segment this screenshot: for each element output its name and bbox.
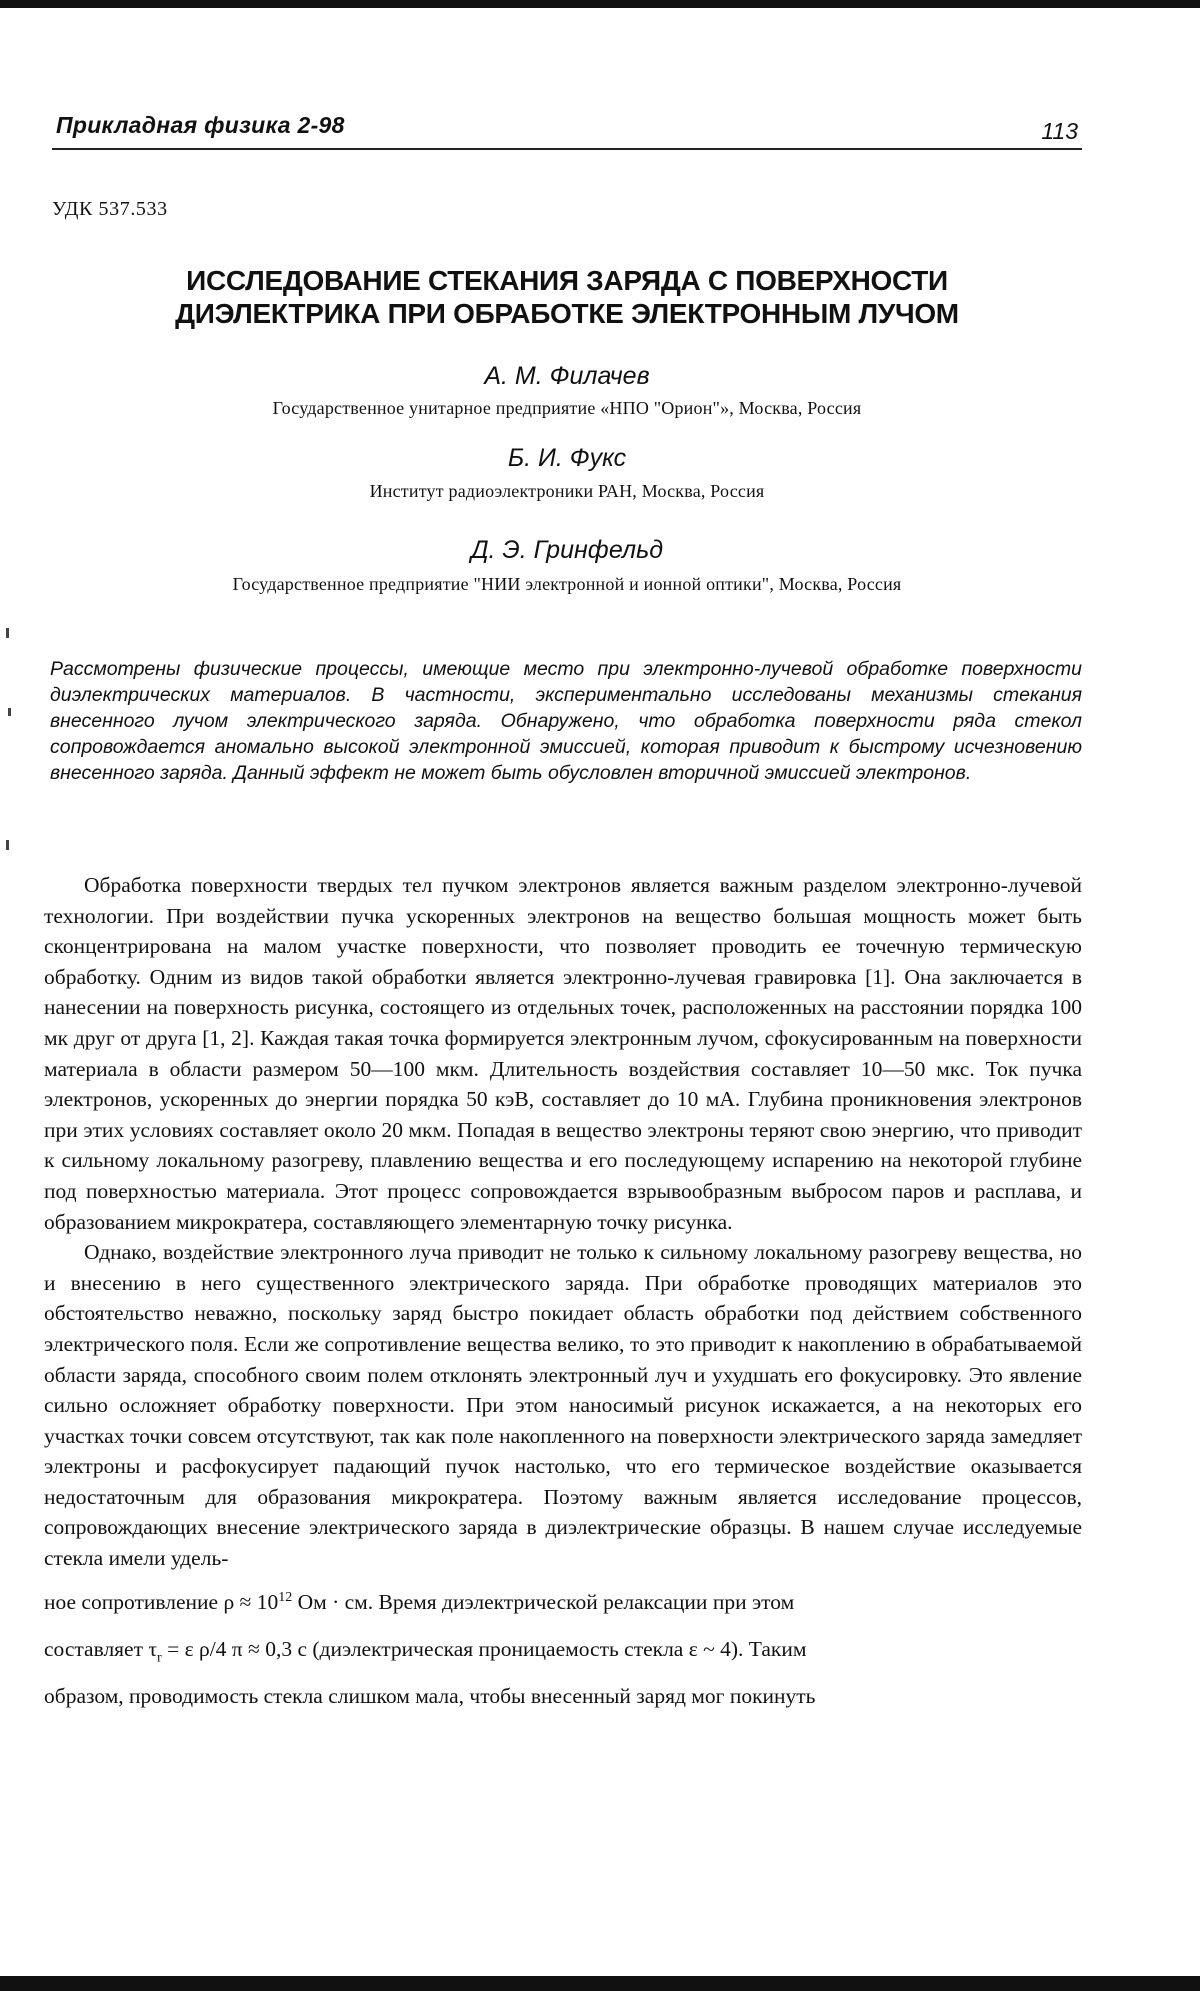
relaxation-formula: $\tau_r = \varepsilon$ ρ/4 π ≈ 0,3 с: [148, 1636, 307, 1666]
scan-margin-mark: [6, 840, 9, 850]
scan-edge-bottom: [0, 1976, 1200, 1991]
resistivity-formula: $\rho \approx 10^{12}$ Ом · см: [223, 1589, 368, 1614]
formula-line-relaxation: составляет $\tau_r = \varepsilon$ ρ/4 π ≈ 0,3 с (диэлектрическая проницаемость стекла ε ~ 4). Таким: [44, 1636, 807, 1666]
title-line-1: ИССЛЕДОВАНИЕ СТЕКАНИЯ ЗАРЯДА С ПОВЕРХНОСТИ: [186, 265, 948, 296]
scan-margin-mark: [6, 628, 9, 638]
paper-title: [52, 264, 1082, 330]
page-number: 113: [1041, 118, 1078, 144]
abstract: Рассмотрены физические процессы, имеющие место при электронно-лучевой обработке поверхности диэлектрических материалов. В частности, экспериментально исследованы механизмы стекания внесенного лучом электрического заряда. Обнаружено, что обработка поверхности ряда стекол сопровождается аномально высокой электронной эмиссией, которая приводит к быстрому исчезновению внесенного заряда. Данный эффект не может быть обусловлен вторичной эмиссией электронов.: [50, 658, 1082, 784]
paragraph: Обработка поверхности твердых тел пучком электронов является важным разделом электронно-лучевой технологии. При воздействии пучка ускоренных электронов на вещество большая мощность может быть сконцентрирована на малом участке поверхности, что позволяет проводить ее точечную термическую обработку. Одним из видов такой обработки является электронно-лучевая гравировка [1]. Она заключается в нанесении на поверхность рисунка, состоящего из отдельных точек, расположенных на расстоянии порядка 100 мк друг от друга [1, 2]. Каждая такая точка формируется электронным лучом, сфокусированным на поверхности материала в области размером 50—100 мкм. Длительность воздействия составляет 10—50 мкс. Ток пучка электронов, ускоренных до энергии порядка 50 кэВ, составляет до 10 мА. Глубина проникновения электронов при этих условиях составляет около 20 мкм. Попадая в вещество электроны теряют свою энергию, что приводит к сильному локальному разогреву, плавлению вещества и его последующему испарению на некоторой глубине под поверхностью материала. Этот процесс сопровождается взрывообразным выбросом паров и расплава, и образованием микрократера, составляющего элементарную точку рисунка.: [44, 873, 1082, 1234]
formula-line-resistivity: ное сопротивление $\rho \approx 10^{12}$ Ом · см. Время диэлектрической релаксации при этом: [44, 1589, 795, 1614]
author-affiliation: Государственное унитарное предприятие «НПО "Орион"», Москва, Россия: [272, 398, 862, 418]
udk-code: УДК 537.533: [52, 198, 168, 220]
author-affiliation: Государственное предприятие "НИИ электронной и ионной оптики", Москва, Россия: [232, 574, 902, 594]
body-text: [44, 870, 1082, 1711]
author-name: Д. Э. Гринфельд: [470, 536, 664, 564]
scan-margin-mark: [8, 708, 11, 716]
text-line: образом, проводимость стекла слишком мала, чтобы внесенный заряд мог покинуть: [44, 1684, 816, 1709]
running-header: [52, 108, 1082, 150]
journal-name: Прикладная физика 2-98: [56, 112, 345, 138]
title-line-2: ДИЭЛЕКТРИКА ПРИ ОБРАБОТКЕ ЭЛЕКТРОННЫМ ЛУЧОМ: [175, 298, 959, 329]
scan-edge-top: [0, 0, 1200, 8]
author-affiliation: Институт радиоэлектроники РАН, Москва, Россия: [369, 481, 765, 501]
author-name: А. М. Филачев: [484, 362, 650, 390]
paragraph: Однако, воздействие электронного луча приводит не только к сильному локальному разогреву вещества, но и внесению в него существенного электрического заряда. При обработке проводящих материалов это обстоятельство неважно, поскольку заряд быстро покидает область обработки под действием собственного электрического поля. Если же сопротивление вещества велико, то это приводит к накоплению в обрабатываемой области заряда, способного своим полем отклонять электронный луч и ухудшать его фокусировку. Это явление сильно осложняет обработку поверхности. При этом наносимый рисунок искажается, а на некоторых его участках точки совсем отсутствуют, так как поле накопленного на поверхности электрического заряда замедляет электроны и расфокусирует падающий пучок настолько, что его термическое воздействие оказывается недостаточным для образования микрократера. Поэтому важным является исследование процессов, сопровождающих внесение электрического заряда в диэлектрические образцы. В нашем случае исследуемые стекла имели удель-: [44, 1240, 1082, 1571]
author-name: Б. И. Фукс: [507, 444, 627, 472]
